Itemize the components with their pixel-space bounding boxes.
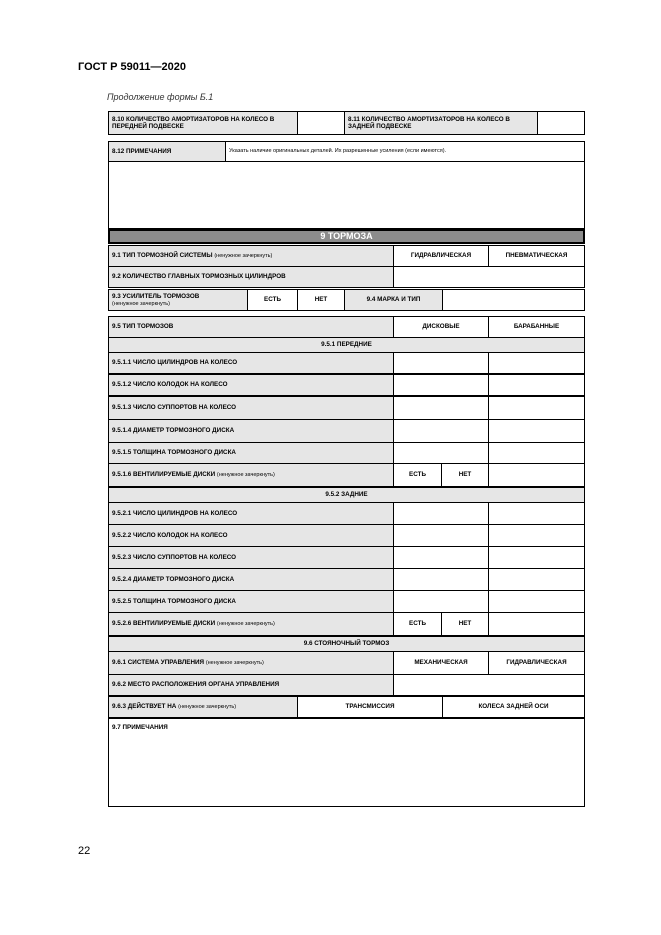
subsection-rear-title: 9.5.2 ЗАДНИЕ bbox=[108, 487, 585, 503]
document-standard: ГОСТ Р 59011—2020 bbox=[78, 61, 186, 73]
field-rear-vent-drum[interactable] bbox=[488, 612, 585, 636]
notes-9-7-field[interactable] bbox=[108, 718, 585, 807]
label-rear-row: 9.5.2.5 ТОЛЩИНА ТОРМОЗНОГО ДИСКА bbox=[108, 590, 394, 613]
label-rear-row: 9.5.2.3 ЧИСЛО СУППОРТОВ НА КОЛЕСО bbox=[108, 546, 394, 569]
field-front-disc[interactable] bbox=[393, 374, 489, 396]
option-front-vent-no[interactable]: НЕТ bbox=[441, 463, 489, 487]
field-rear-drum[interactable] bbox=[488, 568, 585, 591]
option-transmission[interactable]: ТРАНСМИССИЯ bbox=[297, 696, 443, 718]
option-hydraulic-parking[interactable]: ГИДРАВЛИЧЕСКАЯ bbox=[488, 651, 585, 675]
label-rear-row: 9.5.2.2 ЧИСЛО КОЛОДОК НА КОЛЕСО bbox=[108, 524, 394, 547]
subsection-parking-title: 9.6 СТОЯНОЧНЫЙ ТОРМОЗ bbox=[108, 636, 585, 652]
label-8-12: 8.12 ПРИМЕЧАНИЯ bbox=[108, 141, 226, 162]
notes-8-12-field[interactable] bbox=[108, 161, 585, 229]
field-front-vent-drum[interactable] bbox=[488, 463, 585, 487]
label-front-row: 9.5.1.1 ЧИСЛО ЦИЛИНДРОВ НА КОЛЕСО bbox=[108, 352, 394, 374]
label-9-6-3: 9.6.3 ДЕЙСТВУЕТ НА (ненужное зачеркнуть) bbox=[108, 696, 298, 718]
option-rear-vent-yes[interactable]: ЕСТЬ bbox=[393, 612, 442, 636]
hint-8-12: Указать наличие оригинальных деталей. Их разрешенные усиления (если имеются). bbox=[225, 141, 585, 162]
field-front-disc[interactable] bbox=[393, 419, 489, 443]
section-9-title: 9 ТОРМОЗА bbox=[108, 229, 585, 244]
label-front-row: 9.5.1.5 ТОЛЩИНА ТОРМОЗНОГО ДИСКА bbox=[108, 442, 394, 464]
field-front-drum[interactable] bbox=[488, 396, 585, 420]
label-9-2: 9.2 КОЛИЧЕСТВО ГЛАВНЫХ ТОРМОЗНЫХ ЦИЛИНДРОВ bbox=[108, 266, 394, 288]
field-8-10[interactable] bbox=[297, 111, 345, 135]
label-9-4: 9.4 МАРКА И ТИП bbox=[344, 289, 443, 311]
page-number: 22 bbox=[78, 845, 91, 857]
option-pneumatic[interactable]: ПНЕВМАТИЧЕСКАЯ bbox=[488, 245, 585, 267]
field-rear-disc[interactable] bbox=[393, 502, 489, 525]
option-mechanical[interactable]: МЕХАНИЧЕСКАЯ bbox=[393, 651, 489, 675]
field-9-2[interactable] bbox=[393, 266, 585, 288]
field-rear-drum[interactable] bbox=[488, 524, 585, 547]
label-front-row: 9.5.1.3 ЧИСЛО СУППОРТОВ НА КОЛЕСО bbox=[108, 396, 394, 420]
label-rear-row: 9.5.2.1 ЧИСЛО ЦИЛИНДРОВ НА КОЛЕСО bbox=[108, 502, 394, 525]
field-front-drum[interactable] bbox=[488, 374, 585, 396]
option-booster-no[interactable]: НЕТ bbox=[297, 289, 345, 311]
field-front-disc[interactable] bbox=[393, 352, 489, 374]
field-front-drum[interactable] bbox=[488, 352, 585, 374]
field-rear-drum[interactable] bbox=[488, 502, 585, 525]
label-9-6-1: 9.6.1 СИСТЕМА УПРАВЛЕНИЯ (ненужное зачеркнуть) bbox=[108, 651, 394, 675]
label-front-row: 9.5.1.4 ДИАМЕТР ТОРМОЗНОГО ДИСКА bbox=[108, 419, 394, 443]
option-hydraulic[interactable]: ГИДРАВЛИЧЕСКАЯ bbox=[393, 245, 489, 267]
label-rear-vent: 9.5.2.6 ВЕНТИЛИРУЕМЫЕ ДИСКИ (ненужное зачеркнуть) bbox=[108, 612, 394, 636]
label-rear-row: 9.5.2.4 ДИАМЕТР ТОРМОЗНОГО ДИСКА bbox=[108, 568, 394, 591]
field-front-drum[interactable] bbox=[488, 419, 585, 443]
label-8-11: 8.11 КОЛИЧЕСТВО АМОРТИЗАТОРОВ НА КОЛЕСО В ЗАДНЕЙ ПОДВЕСКЕ bbox=[344, 111, 538, 135]
label-front-vent: 9.5.1.6 ВЕНТИЛИРУЕМЫЕ ДИСКИ (ненужное зачеркнуть) bbox=[108, 463, 394, 487]
option-rear-axle-wheels[interactable]: КОЛЕСА ЗАДНЕЙ ОСИ bbox=[442, 696, 585, 718]
label-8-10: 8.10 КОЛИЧЕСТВО АМОРТИЗАТОРОВ НА КОЛЕСО В ПЕРЕДНЕЙ ПОДВЕСКЕ bbox=[108, 111, 298, 135]
label-front-row: 9.5.1.2 ЧИСЛО КОЛОДОК НА КОЛЕСО bbox=[108, 374, 394, 396]
subsection-front-title: 9.5.1 ПЕРЕДНИЕ bbox=[108, 337, 585, 353]
field-rear-disc[interactable] bbox=[393, 524, 489, 547]
form-continuation-note: Продолжение формы Б.1 bbox=[107, 92, 214, 102]
field-rear-disc[interactable] bbox=[393, 546, 489, 569]
option-disc[interactable]: ДИСКОВЫЕ bbox=[393, 316, 489, 338]
option-drum[interactable]: БАРАБАННЫЕ bbox=[488, 316, 585, 338]
label-9-3: 9.3 УСИЛИТЕЛЬ ТОРМОЗОВ (ненужное зачеркнуть) bbox=[108, 289, 248, 311]
label-9-7: 9.7 ПРИМЕЧАНИЯ bbox=[112, 724, 168, 731]
label-9-1: 9.1 ТИП ТОРМОЗНОЙ СИСТЕМЫ (ненужное зачеркнуть) bbox=[108, 245, 394, 267]
field-front-disc[interactable] bbox=[393, 442, 489, 464]
option-rear-vent-no[interactable]: НЕТ bbox=[441, 612, 489, 636]
field-9-4[interactable] bbox=[442, 289, 585, 311]
field-rear-disc[interactable] bbox=[393, 590, 489, 613]
field-front-disc[interactable] bbox=[393, 396, 489, 420]
field-9-6-2[interactable] bbox=[393, 674, 585, 696]
label-9-6-2: 9.6.2 МЕСТО РАСПОЛОЖЕНИЯ ОРГАНА УПРАВЛЕНИЯ bbox=[108, 674, 394, 696]
option-front-vent-yes[interactable]: ЕСТЬ bbox=[393, 463, 442, 487]
field-rear-disc[interactable] bbox=[393, 568, 489, 591]
field-rear-drum[interactable] bbox=[488, 590, 585, 613]
field-rear-drum[interactable] bbox=[488, 546, 585, 569]
field-8-11[interactable] bbox=[537, 111, 585, 135]
field-front-drum[interactable] bbox=[488, 442, 585, 464]
option-booster-yes[interactable]: ЕСТЬ bbox=[247, 289, 298, 311]
label-9-5: 9.5 ТИП ТОРМОЗОВ bbox=[108, 316, 394, 338]
